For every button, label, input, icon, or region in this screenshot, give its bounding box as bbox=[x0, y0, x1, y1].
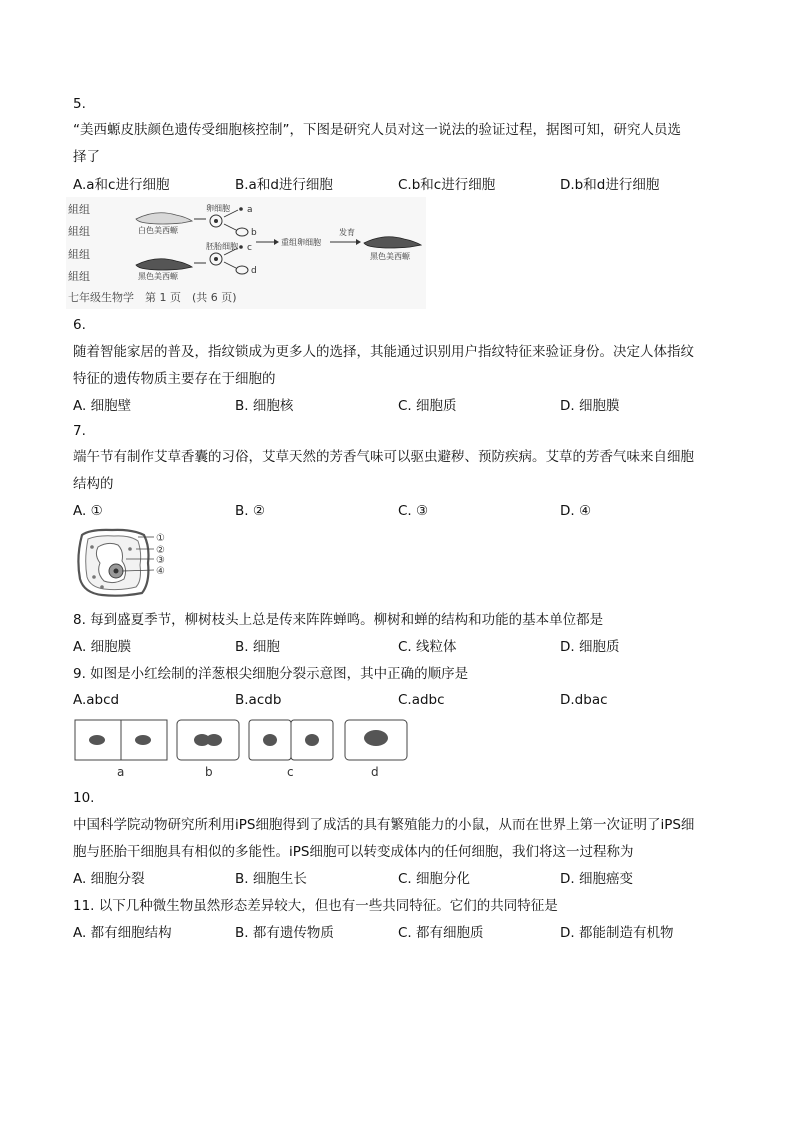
q10-options bbox=[73, 870, 733, 888]
q11-option-c: C. 都有细胞质 bbox=[398, 925, 484, 941]
q9-option-c: C.adbc bbox=[398, 692, 445, 708]
q6-number: 6. bbox=[73, 317, 86, 333]
q5-option-d: D.b和d进行细胞 bbox=[560, 177, 660, 193]
q11-options bbox=[73, 924, 733, 942]
q5-options bbox=[73, 176, 733, 194]
q8-option-c: C. 线粒体 bbox=[398, 639, 457, 655]
q5-stem-line2: 择了 bbox=[73, 149, 100, 165]
q5-row-label-2: 組组 bbox=[68, 225, 90, 238]
q7-label-3: ③ bbox=[156, 555, 165, 566]
q10-option-b: B. 细胞生长 bbox=[235, 871, 307, 887]
q10-option-c: C. 细胞分化 bbox=[398, 871, 471, 887]
q6-option-c: C. 细胞质 bbox=[398, 398, 457, 414]
q5-label-a: a bbox=[247, 205, 253, 215]
q6-options bbox=[73, 397, 733, 415]
q6-option-a: A. 细胞壁 bbox=[73, 398, 132, 414]
q6-stem-line1: 随着智能家居的普及，指纹锁成为更多人的选择，其能通过识别用户指纹特征来验证身份。决定人体指纹 bbox=[73, 344, 694, 360]
q9-options bbox=[73, 691, 733, 709]
q9-cell-division-figure bbox=[73, 716, 418, 782]
q9-figure-label-c: c bbox=[287, 765, 294, 779]
q7-option-d: D. ④ bbox=[560, 503, 592, 519]
q9-figure-label-d: d bbox=[371, 765, 379, 779]
q10-stem-line1: 中国科学院动物研究所利用iPS细胞得到了成活的具有繁殖能力的小鼠，从而在世界上第一次证明了iPS细 bbox=[73, 817, 695, 833]
q10-option-a: A. 细胞分裂 bbox=[73, 871, 145, 887]
q9-option-a: A.abcd bbox=[73, 692, 120, 708]
q7-label-2: ② bbox=[156, 545, 165, 556]
q5-develop-label: 发育 bbox=[339, 228, 355, 237]
q11-option-b: B. 都有遗传物质 bbox=[235, 925, 334, 941]
q7-options bbox=[73, 502, 733, 520]
q5-embryo-label: 胚胎细胞 bbox=[206, 242, 238, 251]
q7-option-b: B. ② bbox=[235, 503, 265, 519]
q5-number: 5. bbox=[73, 96, 86, 112]
q5-result-label: 黑色美西螈 bbox=[370, 252, 410, 261]
q7-option-c: C. ③ bbox=[398, 503, 429, 519]
q9-figure-label-a: a bbox=[117, 765, 125, 779]
q9-option-d: D.dbac bbox=[560, 692, 608, 708]
q8-option-b: B. 细胞 bbox=[235, 639, 280, 655]
q7-number: 7. bbox=[73, 423, 86, 439]
q7-plant-cell-figure bbox=[72, 527, 172, 599]
q11-option-d: D. 都能制造有机物 bbox=[560, 925, 674, 941]
q8-options bbox=[73, 638, 733, 656]
q5-recombined-label: 重组卵细胞 bbox=[281, 238, 321, 247]
q5-label-b: b bbox=[251, 228, 257, 238]
q5-label-d: d bbox=[251, 266, 257, 276]
q5-stem-line1: “美西螈皮肤颜色遗传受细胞核控制”，下图是研究人员对这一说法的验证过程，据图可知，研究人员选 bbox=[73, 122, 681, 138]
q8-stem: 8. 每到盛夏季节，柳树枝头上总是传来阵阵蝉鸣。柳树和蝉的结构和功能的基本单位都是 bbox=[73, 612, 604, 628]
q5-row-label-1: 組组 bbox=[68, 203, 90, 216]
q5-label-c: c bbox=[247, 243, 252, 253]
q10-stem-line2: 胞与胚胎干细胞具有相似的多能性。iPS细胞可以转变成体内的任何细胞，我们将这一过程称为 bbox=[73, 844, 634, 860]
q7-stem-line2: 结构的 bbox=[73, 476, 114, 492]
q7-stem-line1: 端午节有制作艾草香囊的习俗，艾草天然的芳香气味可以驱虫避秽、预防疾病。艾草的芳香气味来自细胞 bbox=[73, 449, 694, 465]
q9-option-b: B.acdb bbox=[235, 692, 282, 708]
q5-option-b: B.a和d进行细胞 bbox=[235, 177, 333, 193]
q10-option-d: D. 细胞癌变 bbox=[560, 871, 633, 887]
q5-figure-footer: 七年级生物学 第 1 页 (共 6 页) bbox=[68, 291, 237, 304]
q6-option-b: B. 细胞核 bbox=[235, 398, 294, 414]
q7-option-a: A. ① bbox=[73, 503, 103, 519]
q11-stem: 11. 以下几种微生物虽然形态差异较大，但也有一些共同特征。它们的共同特征是 bbox=[73, 898, 558, 914]
q5-figure bbox=[66, 197, 426, 309]
q5-white-label: 白色美西螈 bbox=[138, 226, 178, 235]
q8-option-d: D. 细胞质 bbox=[560, 639, 620, 655]
q5-row-label-4: 組组 bbox=[68, 270, 90, 283]
q7-label-4: ④ bbox=[156, 566, 165, 577]
q5-option-a: A.a和c进行细胞 bbox=[73, 177, 170, 193]
q5-row-label-3: 組组 bbox=[68, 248, 90, 261]
q6-option-d: D. 细胞膜 bbox=[560, 398, 620, 414]
q9-figure-label-b: b bbox=[205, 765, 213, 779]
q5-egg-label: 卵细胞 bbox=[206, 204, 230, 213]
nucleus-icon bbox=[109, 564, 123, 578]
q5-black-label: 黑色美西螈 bbox=[138, 272, 178, 281]
q5-option-c: C.b和c进行细胞 bbox=[398, 177, 496, 193]
q10-number: 10. bbox=[73, 790, 95, 806]
q11-option-a: A. 都有细胞结构 bbox=[73, 925, 172, 941]
q6-stem-line2: 特征的遗传物质主要存在于细胞的 bbox=[73, 371, 276, 387]
q8-option-a: A. 细胞膜 bbox=[73, 639, 132, 655]
q9-stem: 9. 如图是小红绘制的洋葱根尖细胞分裂示意图，其中正确的顺序是 bbox=[73, 666, 469, 682]
q7-label-1: ① bbox=[156, 533, 165, 544]
